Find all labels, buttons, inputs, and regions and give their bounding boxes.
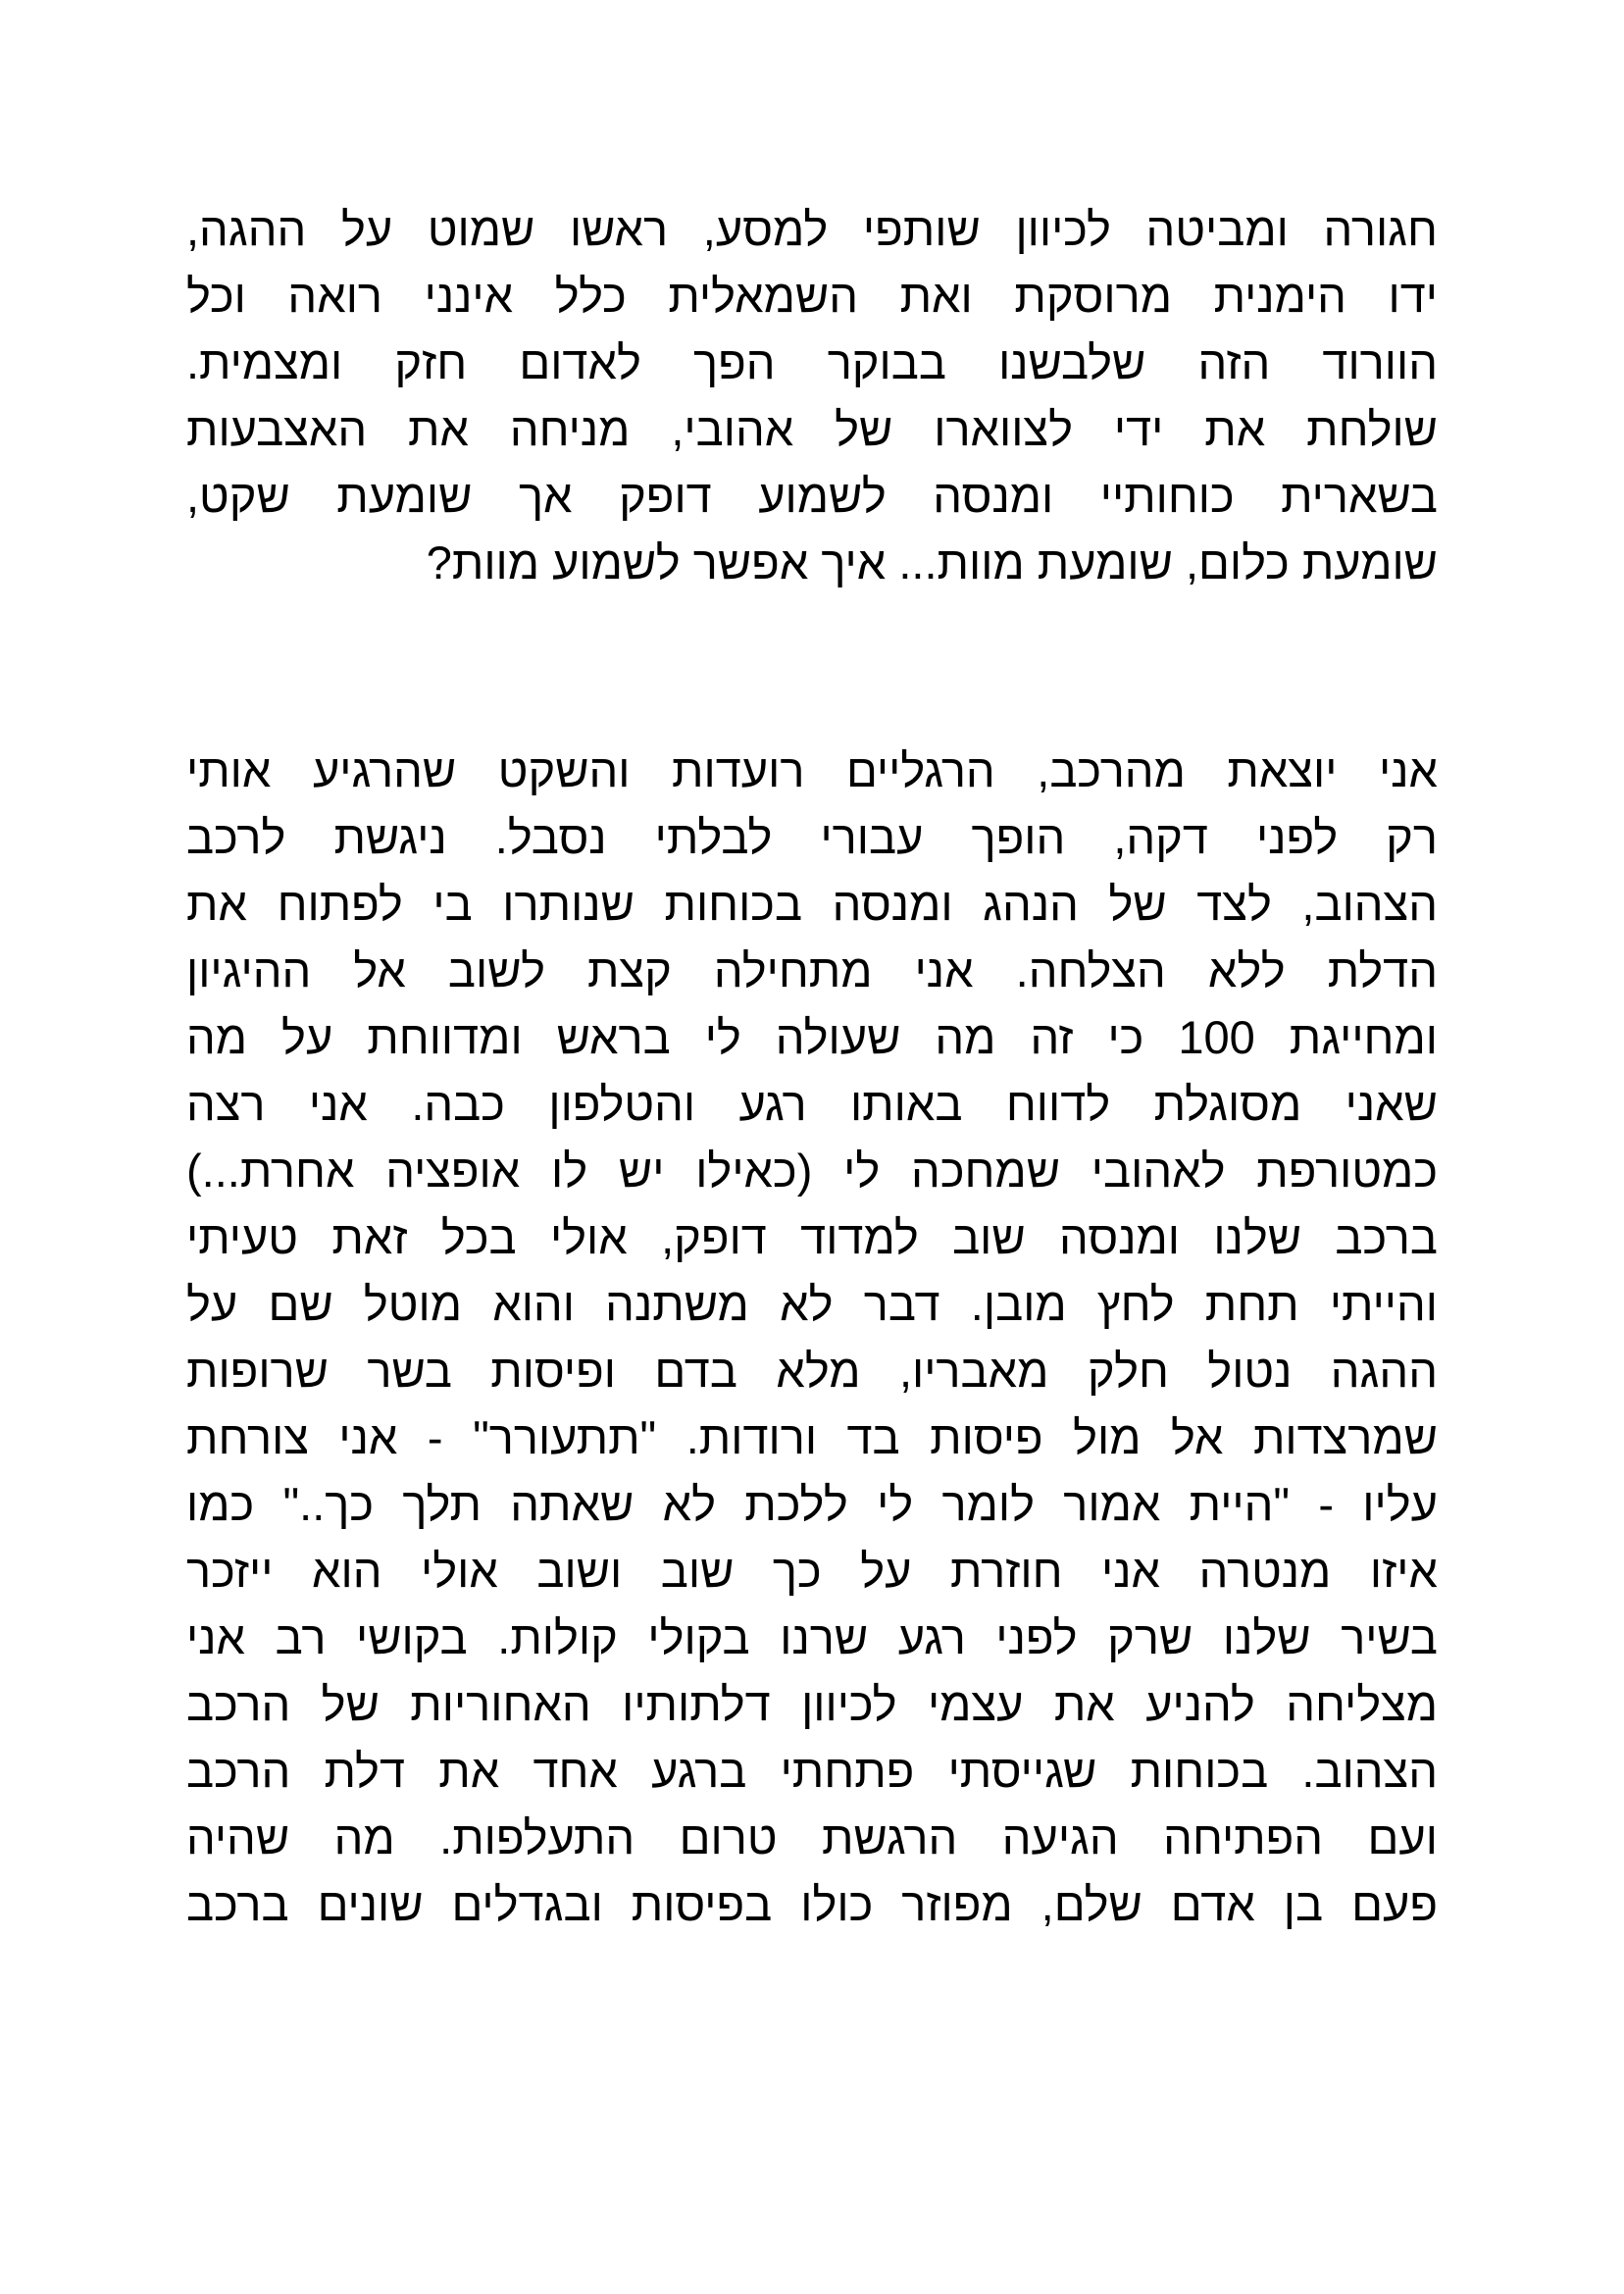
text-line: עליו - "היית אמור לומר לי ללכת לא שאתה תלך כך.." כמו: [186, 1478, 1438, 1530]
text-line: שאני מסוגלת לדווח באותו רגע והטלפון כבה. אני רצה: [186, 1078, 1438, 1130]
text-line: איזו מנטרה אני חוזרת על כך שוב ושוב אולי הוא ייזכר: [186, 1545, 1438, 1597]
text-line: בשארית כוחותיי ומנסה לשמוע דופק אך שומעת שקט,: [186, 470, 1438, 522]
text-line: אני יוצאת מהרכב, הרגליים רועדות והשקט שהרגיע אותי: [186, 744, 1438, 796]
text-line: הוורוד הזה שלבשנו בבוקר הפך לאדום חזק ומצמית.: [186, 336, 1438, 388]
text-line: ומחייגת 100 כי זה מה שעולה לי בראש ומדווחת על מה: [186, 1011, 1438, 1063]
text-line: חגורה ומביטה לכיוון שותפי למסע, ראשו שמוט על ההגה,: [186, 203, 1438, 255]
text-line: הצהוב. בכוחות שגייסתי פתחתי ברגע אחד את דלת הרכב: [186, 1745, 1438, 1797]
text-line: ידו הימנית מרוסקת ואת השמאלית כלל אינני רואה וכל: [186, 270, 1438, 322]
text-line: פעם בן אדם שלם, מפוזר כולו בפיסות ובגדלים שונים ברכב: [186, 1878, 1438, 1930]
text-line: והייתי תחת לחץ מובן. דבר לא משתנה והוא מוטל שם על: [186, 1278, 1438, 1330]
text-line: כמטורפת לאהובי שמחכה לי (כאילו יש לו אופציה אחרת...): [186, 1145, 1438, 1197]
paragraph-1: [186, 196, 1438, 596]
text-line: ההגה נטול חלק מאבריו, מלא בדם ופיסות בשר שרופות: [186, 1345, 1438, 1397]
text-line: בשיר שלנו שרק לפני רגע שרנו בקולי קולות. בקושי רב אני: [186, 1611, 1438, 1663]
text-line: הדלת ללא הצלחה. אני מתחילה קצת לשוב אל ההיגיון: [186, 944, 1438, 996]
text-line: רק לפני דקה, הופך עבורי לבלתי נסבל. ניגשת לרכב: [186, 811, 1438, 863]
text-line: מצליחה להניע את עצמי לכיוון דלתותיו האחוריות של הרכב: [186, 1678, 1438, 1730]
text-line: שומעת כלום, שומעת מוות... איך אפשר לשמוע מוות?: [426, 536, 1438, 588]
paragraph-2: [186, 738, 1438, 1938]
text-line: ועם הפתיחה הגיעה הרגשת טרום התעלפות. מה שהיה: [186, 1811, 1438, 1863]
text-line: שמרצדות אל מול פיסות בד ורודות. "תתעורר" - אני צורחת: [186, 1411, 1438, 1463]
text-line: הצהוב, לצד של הנהג ומנסה בכוחות שנותרו בי לפתוח את: [186, 878, 1438, 930]
text-line: ברכב שלנו ומנסה שוב למדוד דופק, אולי בכל זאת טעיתי: [186, 1211, 1438, 1263]
text-line: שולחת את ידי לצווארו של אהובי, מניחה את האצבעות: [186, 403, 1438, 455]
